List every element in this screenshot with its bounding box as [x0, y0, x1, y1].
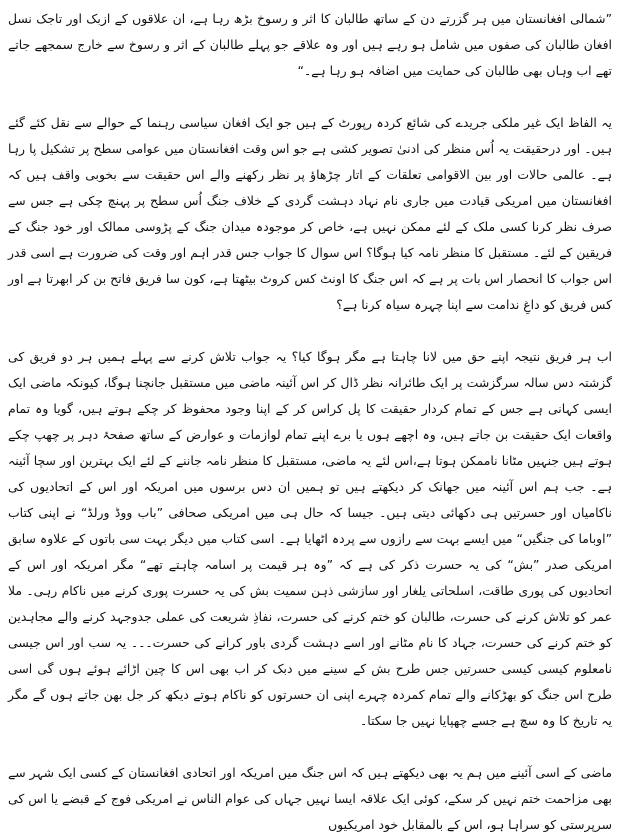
report-paragraph: یہ الفاظ ایک غیر ملکی جریدے کی شائع کردہ رپورٹ کے ہیں جو ایک افغان سیاسی رہنما کے حوالے سے نقل کئے گئے ہیں۔ اور درحقیقت یہ اُس منظر کی ادنیٰ تصویر کشی ہے جو اس وقت افغانستان میں عوامی سطح پر تشکیل پا رہا ہے۔ عالمی حالات اور بین الاقوامی تعلقات کے اتار چڑھاؤ پر نظر رکھنے والے اس حقیقت سے بخوبی واقف ہیں کہ افغانستان میں امریکی قیادت میں جاری نام نہاد دہشت گردی کے خلاف جنگ اُس سطح پر پہنچ چکی ہے جس سے صرف نظر کرنا کسی ملک کے لئے ممکن نہیں ہے، خاص کر موجودہ میدان جنگ کے پڑوسی ممالک اور خود جنگ کے فریقین کے لئے۔ مستقبل کا منظر نامہ کیا ہوگا؟ اس سوال کا جواب جس قدر اہم اور وقت کی ضرورت ہے اسی قدر اس جواب کا انحصار اس بات پر ہے کہ اس جنگ کا اونٹ کس کروٹ بیٹھتا ہے، کون سا فریق فاتح بن کر ابھرتا ہے اور کس فریق کو داغِ ندامت سے اپنا چہرہ سیاہ کرنا ہے؟ [8, 115, 612, 312]
resistance-paragraph: ماضی کے اسی آئینے میں ہم یہ بھی دیکھتے ہیں کہ اس جنگ میں امریکہ اور اتحادی افغانستان کے کسی ایک شہر سے بھی مزاحمت ختم نہیں کر سکے، کوئی ایک علاقہ ایسا نہیں جہاں کی عوام الناس نے امریکی فوج کے قبضے یا اس کی سرپرستی کو سراہا ہو، اس کے بالمقابل خود امریکیوں [8, 765, 612, 832]
opening-quote-paragraph: ”شمالی افغانستان میں ہر گزرتے دن کے ساتھ طالبان کا اثر و رسوخ بڑھ رہا ہے، ان علاقوں کے ازبک اور تاجک نسل افغان طالبان کی صفوں میں شامل ہو رہے ہیں اور وہ علاقے جو پہلے طالبان کے اثر و رسوخ سے خارج سمجھے جاتے تھے اب وہاں بھی طالبان کی حمایت میں اضافہ ہو رہا ہے۔“ [8, 11, 612, 78]
article-page [8, 6, 612, 832]
past-mirror-paragraph: اب ہر فریق نتیجہ اپنے حق میں لانا چاہتا ہے مگر ہوگا کیا؟ یہ جواب تلاش کرنے سے پہلے ہمیں ہر دو فریق کی گزشتہ دس سالہ سرگزشت پر ایک طائرانہ نظر ڈال کر اس آئینہ ماضی میں مستقبل جانچنا ہوگا، کیونکہ ماضی ایک ایسی کہانی ہے جس کے تمام کردار حقیقت کا پل کراس کر کے اپنا وجود محفوظ کر چکے ہوتے ہیں، گویا وہ تمام واقعات ایک حقیقت بن جاتے ہیں، وہ اچھے ہوں یا برے اپنے تمام لوازمات و عوارض کے ساتھ صفحۂ دہر پر چھپ چکے ہوتے ہیں جنہیں مٹانا ناممکن ہوتا ہے،اس لئے یہ ماضی، مستقبل کا منظر نامہ جاننے کے لئے ایک بہترین اور سچا آئینہ ہے۔ جب ہم اس آئینہ میں جھانک کر دیکھتے ہیں تو ہمیں ان دس برسوں میں امریکہ اور اس کے اتحادیوں کی ناکامیاں اور حسرتیں ہی دکھائی دیتی ہیں۔ جیسا کہ حال ہی میں امریکی صحافی ”باب ووڈ ورلڈ“ نے اپنی کتاب ”اوباما کی جنگیں“ میں ایسے بہت سے رازوں سے پردہ اٹھایا ہے۔ اسی کتاب میں دیگر بہت سی باتوں کے علاوہ سابق امریکی صدر ”بش“ کی یہ حسرت ذکر کی ہے کہ ”وہ ہر قیمت پر اسامہ چاہتے تھے“ مگر امریکہ اور اس کے اتحادیوں کی پوری طاقت، اسلحاتی یلغار اور سازشی ذہن سمیت بش کی یہ حسرت پوری کرنے میں ناکام رہی۔ ملا عمر کو تلاش کرنے کی حسرت، طالبان کو ختم کرنے کی حسرت، نفاذِ شریعت کی عملی جدوجہد کرنے والے مجاہدین کو ختم کرنے کی حسرت، جہاد کا نام مٹانے اور اسے دہشت گردی باور کرانے کی حسرت۔۔۔ یہ سب اور اس جیسی نامعلوم کیسی کیسی حسرتیں جس طرح بش کے سینے میں دبک کر اب بھی اس کا چین اڑائے ہوئے ہوں گی اسی طرح اس جنگ کو بھڑکانے والے تمام کمردہ چہرے اپنی ان حسرتوں کو ناکام ہوتے دیکھ کر جل بھن جاتے ہوں گے مگر یہ تاریخ کا وہ سچ ہے جسے چھپایا نہیں جا سکتا۔ [8, 349, 612, 728]
